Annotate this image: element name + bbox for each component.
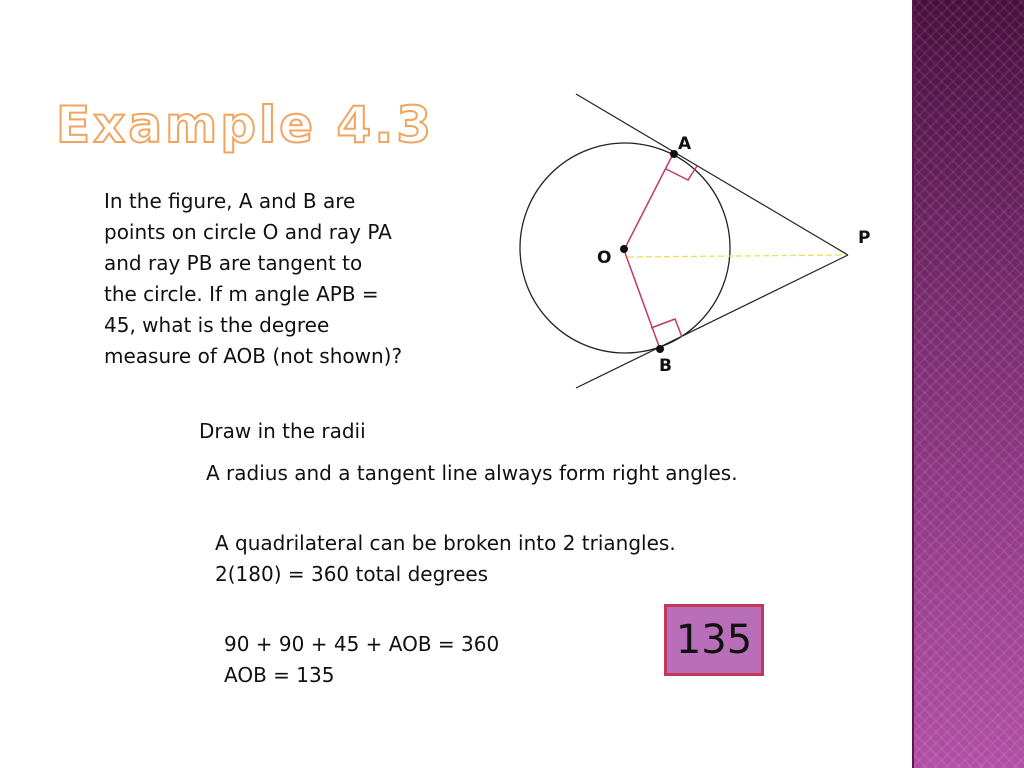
radius-ob [624,250,660,349]
answer-value: 135 [675,617,753,663]
label-a: A [678,134,692,154]
step-quadrilateral: A quadrilateral can be broken into 2 triangles. [215,531,676,555]
label-b: B [659,356,672,376]
slide-title: Example 4.3 [56,96,435,154]
label-o: O [597,248,612,268]
tangent-line-pa [576,94,848,255]
label-p: P [858,228,871,248]
point-b [656,345,664,353]
right-angle-mark-b [651,319,682,337]
answer-box [664,604,764,676]
step-total-degrees: 2(180) = 360 total degrees [215,562,489,586]
step-right-angles: A radius and a tangent line always form right angles. [206,461,738,485]
tangent-line-pb [576,255,848,388]
equation-line-1: 90 + 90 + 45 + AOB = 360 [224,632,500,656]
point-o [620,245,628,253]
point-a [670,150,678,158]
dashed-line-op [628,255,845,257]
equation-line-2: AOB = 135 [224,663,335,687]
radius-oa [624,156,672,250]
step-draw-radii: Draw in the radii [199,419,366,443]
problem-text: In the figure, A and B are points on circle O and ray PA and ray PB are tangent to the circle. If m angle APB = 45, what is the degree measure of AOB (not shown)? [104,189,403,368]
